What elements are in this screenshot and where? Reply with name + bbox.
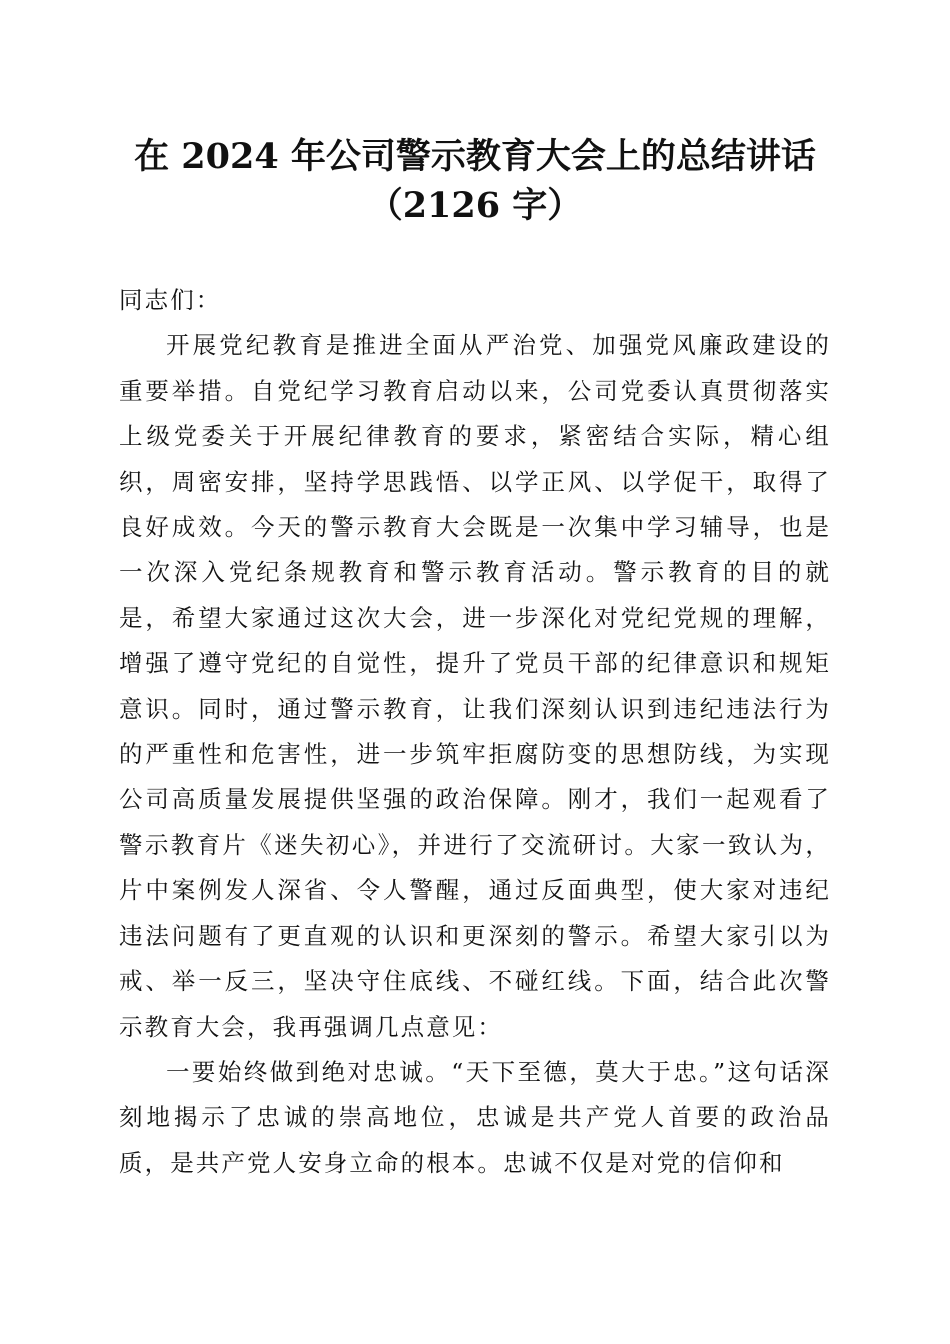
paragraph-intro: 开展党纪教育是推进全面从严治党、加强党风廉政建设的重要举措。自党纪学习教育启动以来，公司党委认真贯彻落实上级党委关于开展纪律教育的要求，紧密结合实际，精心组织，周密安排，坚持学思践悟、以学正风、以学促干，取得了良好成效。今天的警示教育大会既是一次集中学习辅导，也是一次深入党纪条规教育和警示教育活动。警示教育的目的就是，希望大家通过这次大会，进一步深化对党纪党规的理解，增强了遵守党纪的自觉性，提升了党员干部的纪律意识和规矩意识。同时，通过警示教育，让我们深刻认识到违纪违法行为的严重性和危害性，进一步筑牢拒腐防变的思想防线，为实现公司高质量发展提供坚强的政治保障。刚才，我们一起观看了警示教育片《迷失初心》，并进行了交流研讨。大家一致认为，片中案例发人深省、令人警醒，通过反面典型，使大家对违纪违法问题有了更直观的认识和更深刻的警示。希望大家引以为戒、举一反三，坚决守住底线、不碰红线。下面，结合此次警示教育大会，我再强调几点意见：	[119, 331, 831, 1041]
document-body	[119, 278, 831, 1186]
document-title	[100, 132, 850, 230]
salutation: 同志们：	[119, 286, 222, 314]
title-line-main: 在 2024 年公司警示教育大会上的总结讲话	[134, 136, 816, 177]
paragraph-point-one: 一要始终做到绝对忠诚。“天下至德，莫大于忠。”这句话深刻地揭示了忠诚的崇高地位，忠诚是共产党人首要的政治品质，是共产党人安身立命的根本。忠诚不仅是对党的信仰和	[119, 1057, 831, 1177]
title-line-wordcount: （2126 字）	[367, 185, 583, 226]
